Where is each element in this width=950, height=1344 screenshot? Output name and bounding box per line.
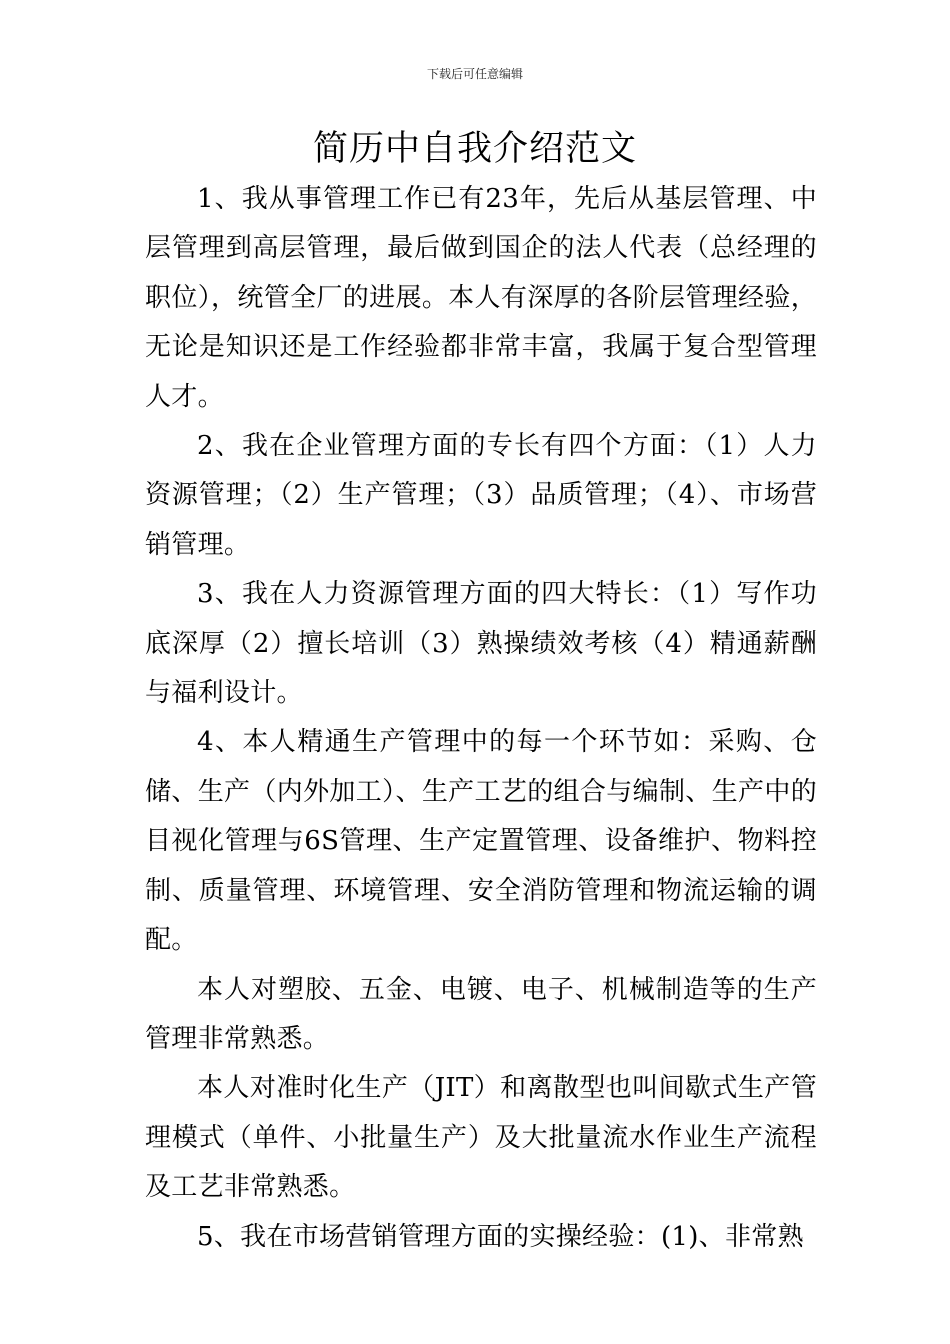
header-note: 下载后可任意编辑 xyxy=(426,67,523,81)
paragraph-7: 5、我在市场营销管理方面的实操经验：(1)、非常熟 xyxy=(197,1221,804,1252)
document-body xyxy=(145,175,817,1262)
paragraph-4: 4、本人精通生产管理中的每一个环节如：采购、仓储、生产（内外加工）、生产工艺的组合与编制、生产中的目视化管理与6S管理、生产定置管理、设备维护、物料控制、质量管理、环境管理、安全消防管理和物流运输的调配。 xyxy=(145,727,817,956)
document-title: 简历中自我介绍范文 xyxy=(312,129,637,169)
paragraph-3: 3、我在人力资源管理方面的四大特长：（1）写作功底深厚（2）擅长培训（3）熟操绩效考核（4）精通薪酬与福利设计。 xyxy=(145,579,817,709)
paragraph-1: 1、我从事管理工作已有23年，先后从基层管理、中层管理到高层管理，最后做到国企的法人代表（总经理的职位），统管全厂的进展。本人有深厚的各阶层管理经验，无论是知识还是工作经验都非常丰富，我属于复合型管理人才。 xyxy=(145,184,817,412)
paragraph-6: 本人对准时化生产（JIT）和离散型也叫间歇式生产管理模式（单件、小批量生产）及大批量流水作业生产流程及工艺非常熟悉。 xyxy=(145,1073,817,1203)
paragraph-2: 2、我在企业管理方面的专长有四个方面：（1）人力资源管理；（2）生产管理；（3）品质管理；（4）、市场营销管理。 xyxy=(145,431,817,560)
paragraph-5: 本人对塑胶、五金、电镀、电子、机械制造等的生产管理非常熟悉。 xyxy=(145,974,817,1054)
